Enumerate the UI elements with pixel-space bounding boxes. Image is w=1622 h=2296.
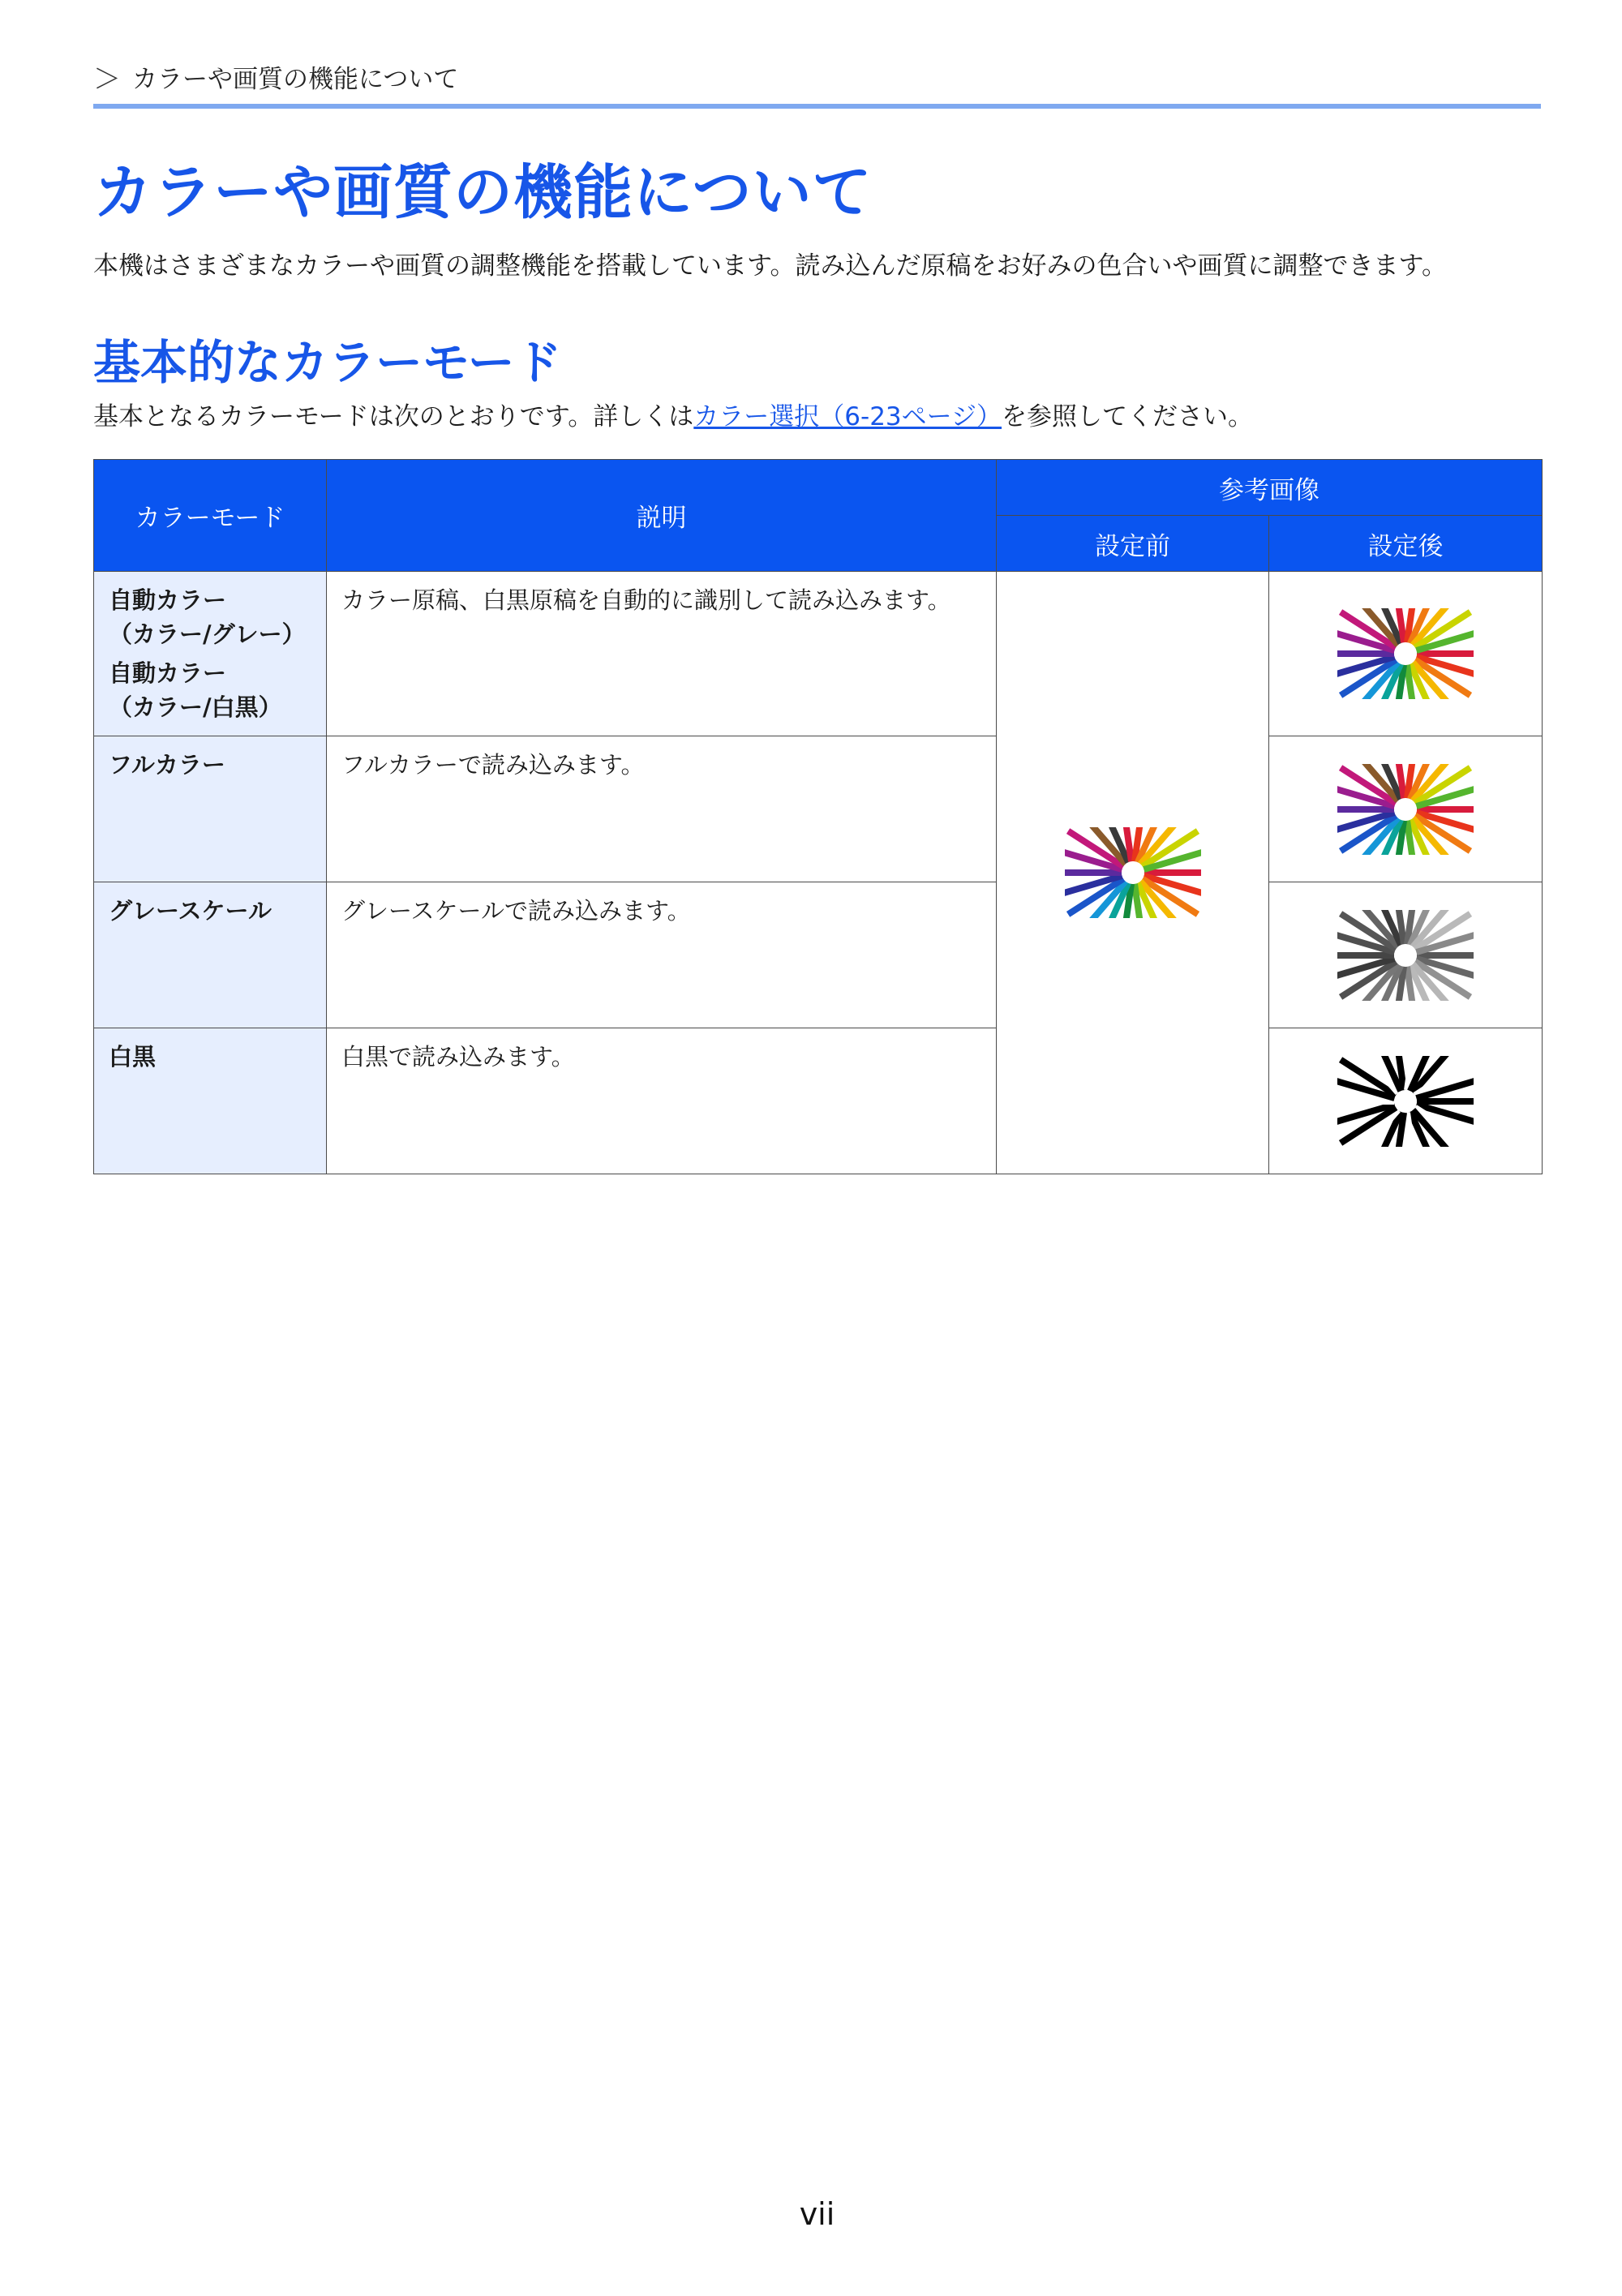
header-after: 設定後 [1269, 516, 1543, 572]
color-pencils-image [1337, 764, 1474, 855]
table-row [94, 882, 1543, 1028]
after-image-cell [1269, 736, 1543, 882]
mode-cell [94, 736, 327, 882]
mode-line: フルカラー [109, 751, 225, 779]
table-row [94, 736, 1543, 882]
page-number: vii [799, 2196, 835, 2232]
page-title: カラーや画質の機能について [93, 158, 873, 227]
mode-cell [94, 1028, 327, 1174]
color-pencils-image [1065, 827, 1201, 918]
color-mode-table [93, 459, 1543, 1174]
table-row [94, 1028, 1543, 1174]
lead-text-after: を参照してください。 [1002, 402, 1254, 431]
mode-line: 自動カラー [109, 659, 227, 687]
mode-line: 白黒 [109, 1043, 157, 1071]
breadcrumb-text: カラーや画質の機能について [132, 65, 459, 94]
description-cell: 白黒で読み込みます。 [327, 1028, 997, 1174]
header-before: 設定前 [997, 516, 1269, 572]
intro-paragraph: 本機はさまざまなカラーや画質の調整機能を搭載しています。読み込んだ原稿をお好みの色合いや画質に調整できます。 [93, 251, 1448, 281]
header-reference-image: 参考画像 [997, 460, 1543, 516]
pencil-hub [1122, 862, 1144, 883]
monochrome-pencils-image [1337, 1056, 1474, 1147]
pencil-hub [1395, 643, 1416, 664]
grayscale-pencils-image [1337, 910, 1474, 1001]
section-heading: 基本的なカラーモード [93, 335, 562, 390]
pencil-hub [1395, 799, 1416, 820]
before-image-cell [997, 572, 1269, 1174]
lead-text-before: 基本となるカラーモードは次のとおりです。詳しくは [93, 402, 694, 431]
mode-line: （カラー/グレー） [109, 620, 306, 648]
after-image-cell [1269, 1028, 1543, 1174]
mode-line: グレースケール [109, 897, 272, 925]
color-selection-link[interactable]: カラー選択（6-23ページ） [693, 402, 1002, 431]
header-rule [93, 104, 1541, 109]
breadcrumb [93, 57, 458, 97]
header-description: 説明 [327, 460, 997, 572]
breadcrumb-chevron-icon: ＞ [93, 63, 121, 96]
after-image-cell [1269, 882, 1543, 1028]
description-cell: グレースケールで読み込みます。 [327, 882, 997, 1028]
color-pencils-image [1337, 608, 1474, 699]
pencil-hub [1395, 945, 1416, 966]
page [93, 0, 1541, 2296]
description-cell: カラー原稿、白黒原稿を自動的に識別して読み込みます。 [327, 572, 997, 736]
mode-cell [94, 882, 327, 1028]
table-row [94, 572, 1543, 736]
mode-line: （カラー/白黒） [109, 693, 282, 721]
description-cell: フルカラーで読み込みます。 [327, 736, 997, 882]
section-lead [93, 396, 1253, 432]
mode-line: 自動カラー [109, 586, 227, 614]
mode-cell [94, 572, 327, 736]
header-color-mode: カラーモード [94, 460, 327, 572]
pencil-hub [1395, 1091, 1416, 1112]
after-image-cell [1269, 572, 1543, 736]
